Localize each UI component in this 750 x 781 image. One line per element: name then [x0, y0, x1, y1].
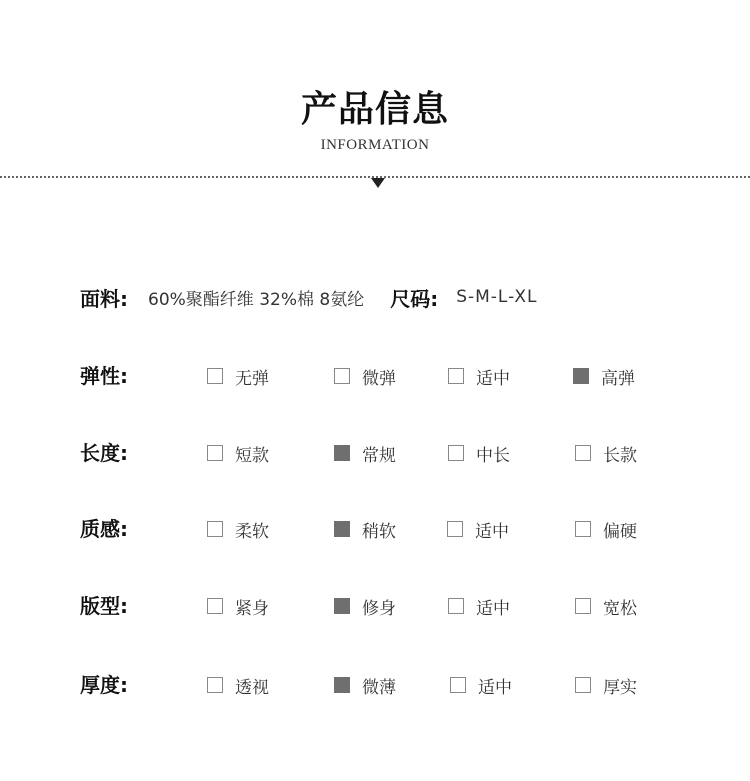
option-item — [575, 438, 637, 468]
checkbox-checked — [573, 368, 589, 384]
option-item — [448, 438, 510, 468]
option-item — [448, 361, 510, 391]
option-label: 高弹 — [601, 368, 635, 389]
checkbox — [575, 598, 591, 614]
option-label: 稍软 — [362, 521, 396, 542]
option-label: 短款 — [235, 445, 269, 466]
option-label: 适中 — [475, 521, 509, 542]
option-label: 柔软 — [235, 521, 269, 542]
page-subtitle: INFORMATION — [320, 137, 430, 153]
option-label: 无弹 — [235, 368, 269, 389]
attribute-row-elasticity — [80, 361, 700, 391]
option-item — [207, 361, 269, 391]
option-item — [575, 670, 637, 700]
checkbox — [207, 521, 223, 537]
option-item — [334, 361, 396, 391]
option-label: 适中 — [476, 598, 510, 619]
page-title: 产品信息 — [300, 89, 449, 130]
option-label: 长款 — [603, 445, 637, 466]
checkbox — [207, 368, 223, 384]
checkbox — [207, 445, 223, 461]
attribute-label: 厚度: — [80, 673, 128, 697]
option-item — [448, 591, 510, 621]
attribute-label: 版型: — [80, 594, 128, 618]
checkbox — [207, 677, 223, 693]
option-item — [207, 670, 269, 700]
option-label: 微薄 — [362, 677, 396, 698]
checkbox — [334, 368, 350, 384]
attribute-label: 弹性: — [80, 364, 128, 388]
checkbox — [575, 445, 591, 461]
fabric-size-row — [80, 282, 538, 312]
option-item — [207, 514, 269, 544]
down-arrow-icon — [371, 178, 385, 188]
option-item — [334, 514, 396, 544]
checkbox — [447, 521, 463, 537]
option-label: 适中 — [478, 677, 512, 698]
option-label: 厚实 — [603, 677, 637, 698]
attribute-row-fit — [80, 591, 700, 621]
checkbox-checked — [334, 598, 350, 614]
option-item — [573, 361, 635, 391]
option-label: 宽松 — [603, 598, 637, 619]
checkbox — [207, 598, 223, 614]
checkbox — [448, 598, 464, 614]
fabric-label: 面料: — [80, 286, 128, 311]
option-label: 修身 — [362, 598, 396, 619]
checkbox — [448, 445, 464, 461]
checkbox-checked — [334, 677, 350, 693]
size-label: 尺码: — [390, 286, 439, 311]
option-item — [334, 591, 396, 621]
checkbox-checked — [334, 445, 350, 461]
option-label: 紧身 — [235, 598, 269, 619]
option-label: 透视 — [235, 677, 269, 698]
option-item — [207, 591, 269, 621]
attribute-label: 长度: — [80, 441, 128, 465]
checkbox — [575, 677, 591, 693]
option-item — [447, 514, 509, 544]
attribute-row-thickness — [80, 670, 700, 700]
fabric-value: 60%聚酯纤维 32%棉 8氨纶 — [148, 289, 365, 310]
option-label: 中长 — [476, 445, 510, 466]
option-item — [207, 438, 269, 468]
option-item — [334, 670, 396, 700]
option-item — [575, 591, 637, 621]
option-label: 常规 — [362, 445, 396, 466]
checkbox — [575, 521, 591, 537]
option-label: 微弹 — [362, 368, 396, 389]
checkbox-checked — [334, 521, 350, 537]
checkbox — [448, 368, 464, 384]
size-value: S-M-L-XL — [456, 287, 538, 307]
option-item — [575, 514, 637, 544]
attribute-row-texture — [80, 514, 700, 544]
option-label: 适中 — [476, 368, 510, 389]
attribute-row-length — [80, 438, 700, 468]
option-item — [334, 438, 396, 468]
option-item — [450, 670, 512, 700]
option-label: 偏硬 — [603, 521, 637, 542]
checkbox — [450, 677, 466, 693]
attribute-label: 质感: — [80, 517, 128, 541]
